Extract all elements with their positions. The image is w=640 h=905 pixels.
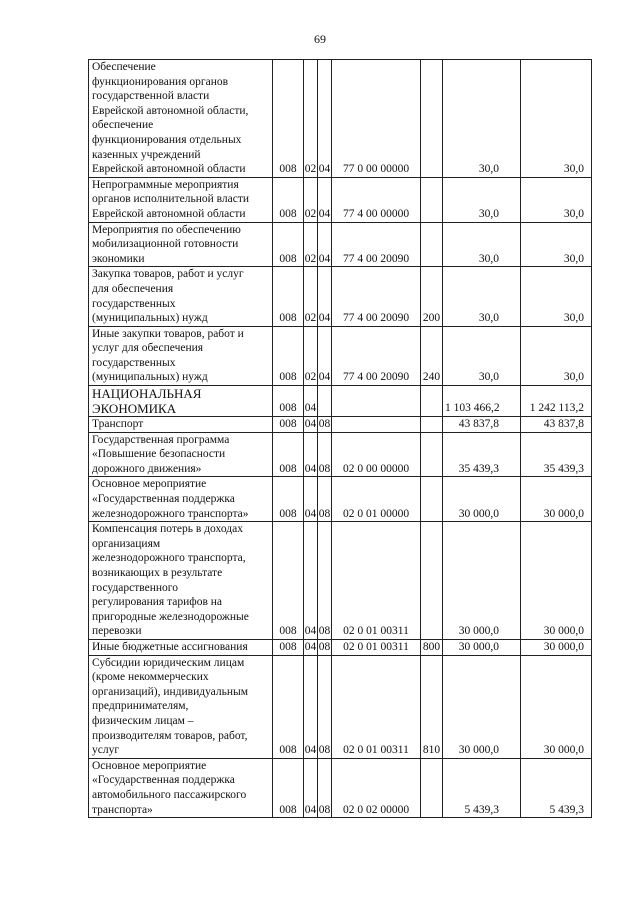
row-name-cell: Государственная программа «Повышение безопасности дорожного движения» [89, 432, 273, 477]
rz-code-cell: 02 [304, 267, 318, 326]
vr-code-cell [421, 522, 443, 640]
gr-code-cell: 008 [273, 432, 304, 477]
amount-year-2-cell: 30,0 [521, 60, 592, 178]
csr-code-cell: 02 0 01 00311 [332, 655, 421, 758]
rz-code-cell: 04 [304, 386, 318, 417]
vr-code-cell [421, 432, 443, 477]
pr-code-cell: 08 [318, 432, 332, 477]
gr-code-cell: 008 [273, 267, 304, 326]
csr-code-cell: 77 4 00 20090 [332, 326, 421, 385]
pr-code-cell: 04 [318, 267, 332, 326]
pr-code-cell: 08 [318, 417, 332, 433]
gr-code-cell: 008 [273, 326, 304, 385]
row-name-cell: Закупка товаров, работ и услуг для обеспечения государственных (муниципальных) нужд [89, 267, 273, 326]
amount-year-1-cell: 30,0 [443, 222, 521, 267]
pr-code-cell: 04 [318, 60, 332, 178]
row-name-cell: Обеспечение функционирования органов государственной власти Еврейской автономной области, обеспечение функционирования отдельных казенных учреждений Еврейской автономной области [89, 60, 273, 178]
csr-code-cell: 77 4 00 20090 [332, 222, 421, 267]
row-name-cell: НАЦИОНАЛЬНАЯ ЭКОНОМИКА [89, 386, 273, 417]
amount-year-1-cell: 30 000,0 [443, 522, 521, 640]
vr-code-cell: 810 [421, 655, 443, 758]
amount-year-2-cell: 30 000,0 [521, 477, 592, 522]
csr-code-cell [332, 417, 421, 433]
rz-code-cell: 04 [304, 432, 318, 477]
gr-code-cell: 008 [273, 522, 304, 640]
amount-year-1-cell: 5 439,3 [443, 758, 521, 817]
amount-year-2-cell: 30 000,0 [521, 522, 592, 640]
rz-code-cell: 02 [304, 222, 318, 267]
pr-code-cell: 08 [318, 477, 332, 522]
vr-code-cell [421, 758, 443, 817]
gr-code-cell: 008 [273, 386, 304, 417]
table-row [89, 655, 592, 758]
vr-code-cell: 240 [421, 326, 443, 385]
csr-code-cell: 02 0 01 00311 [332, 522, 421, 640]
amount-year-2-cell: 30,0 [521, 326, 592, 385]
table-row [89, 758, 592, 817]
page-number: 69 [314, 32, 326, 46]
csr-code-cell: 02 0 02 00000 [332, 758, 421, 817]
csr-code-cell: 77 4 00 00000 [332, 177, 421, 222]
amount-year-2-cell: 30 000,0 [521, 639, 592, 655]
gr-code-cell: 008 [273, 477, 304, 522]
amount-year-1-cell: 30 000,0 [443, 639, 521, 655]
row-name-cell: Субсидии юридическим лицам (кроме некоммерческих организаций), индивидуальным предпринимателям, физическим лицам – производителям товаров, работ, услуг [89, 655, 273, 758]
table-row [89, 326, 592, 385]
vr-code-cell [421, 222, 443, 267]
amount-year-1-cell: 30,0 [443, 177, 521, 222]
rz-code-cell: 02 [304, 326, 318, 385]
amount-year-2-cell: 30,0 [521, 177, 592, 222]
vr-code-cell: 200 [421, 267, 443, 326]
amount-year-1-cell: 1 103 466,2 [443, 386, 521, 417]
rz-code-cell: 04 [304, 477, 318, 522]
rz-code-cell: 04 [304, 655, 318, 758]
csr-code-cell: 02 0 01 00311 [332, 639, 421, 655]
table-body [89, 60, 592, 818]
vr-code-cell [421, 386, 443, 417]
row-name-cell: Основное мероприятие «Государственная поддержка железнодорожного транспорта» [89, 477, 273, 522]
amount-year-1-cell: 30,0 [443, 326, 521, 385]
gr-code-cell: 008 [273, 60, 304, 178]
gr-code-cell: 008 [273, 758, 304, 817]
pr-code-cell [318, 386, 332, 417]
row-name-cell: Непрограммные мероприятия органов исполнительной власти Еврейской автономной области [89, 177, 273, 222]
amount-year-2-cell: 1 242 113,2 [521, 386, 592, 417]
rz-code-cell: 02 [304, 177, 318, 222]
table-row [89, 639, 592, 655]
rz-code-cell: 02 [304, 60, 318, 178]
table-row [89, 417, 592, 433]
row-name-cell: Иные бюджетные ассигнования [89, 639, 273, 655]
pr-code-cell: 08 [318, 655, 332, 758]
row-name-cell: Компенсация потерь в доходах организациям железнодорожного транспорта, возникающих в результате государственного регулирования тарифов на пригородные железнодорожные перевозки [89, 522, 273, 640]
csr-code-cell: 02 0 01 00000 [332, 477, 421, 522]
amount-year-2-cell: 43 837,8 [521, 417, 592, 433]
gr-code-cell: 008 [273, 417, 304, 433]
vr-code-cell [421, 477, 443, 522]
pr-code-cell: 04 [318, 222, 332, 267]
rz-code-cell: 04 [304, 639, 318, 655]
amount-year-2-cell: 35 439,3 [521, 432, 592, 477]
csr-code-cell: 77 0 00 00000 [332, 60, 421, 178]
row-name-cell: Основное мероприятие «Государственная поддержка автомобильного пассажирского транспорта» [89, 758, 273, 817]
budget-table [88, 59, 592, 818]
row-name-cell: Мероприятия по обеспечению мобилизационной готовности экономики [89, 222, 273, 267]
rz-code-cell: 04 [304, 522, 318, 640]
table-row [89, 386, 592, 417]
gr-code-cell: 008 [273, 222, 304, 267]
vr-code-cell [421, 177, 443, 222]
rz-code-cell: 04 [304, 417, 318, 433]
table-row [89, 522, 592, 640]
amount-year-1-cell: 30,0 [443, 267, 521, 326]
rz-code-cell: 04 [304, 758, 318, 817]
row-name-cell: Иные закупки товаров, работ и услуг для обеспечения государственных (муниципальных) нужд [89, 326, 273, 385]
pr-code-cell: 04 [318, 177, 332, 222]
csr-code-cell [332, 386, 421, 417]
amount-year-1-cell: 35 439,3 [443, 432, 521, 477]
csr-code-cell: 02 0 00 00000 [332, 432, 421, 477]
table-row [89, 432, 592, 477]
amount-year-1-cell: 30,0 [443, 60, 521, 178]
row-name-cell: Транспорт [89, 417, 273, 433]
gr-code-cell: 008 [273, 639, 304, 655]
csr-code-cell: 77 4 00 20090 [332, 267, 421, 326]
amount-year-2-cell: 5 439,3 [521, 758, 592, 817]
gr-code-cell: 008 [273, 655, 304, 758]
table-row [89, 60, 592, 178]
table-row [89, 177, 592, 222]
amount-year-2-cell: 30,0 [521, 222, 592, 267]
vr-code-cell: 800 [421, 639, 443, 655]
amount-year-2-cell: 30,0 [521, 267, 592, 326]
vr-code-cell [421, 417, 443, 433]
vr-code-cell [421, 60, 443, 178]
pr-code-cell: 04 [318, 326, 332, 385]
pr-code-cell: 08 [318, 639, 332, 655]
amount-year-2-cell: 30 000,0 [521, 655, 592, 758]
amount-year-1-cell: 43 837,8 [443, 417, 521, 433]
pr-code-cell: 08 [318, 522, 332, 640]
amount-year-1-cell: 30 000,0 [443, 477, 521, 522]
amount-year-1-cell: 30 000,0 [443, 655, 521, 758]
table-row [89, 222, 592, 267]
gr-code-cell: 008 [273, 177, 304, 222]
table-row [89, 477, 592, 522]
pr-code-cell: 08 [318, 758, 332, 817]
table-row [89, 267, 592, 326]
